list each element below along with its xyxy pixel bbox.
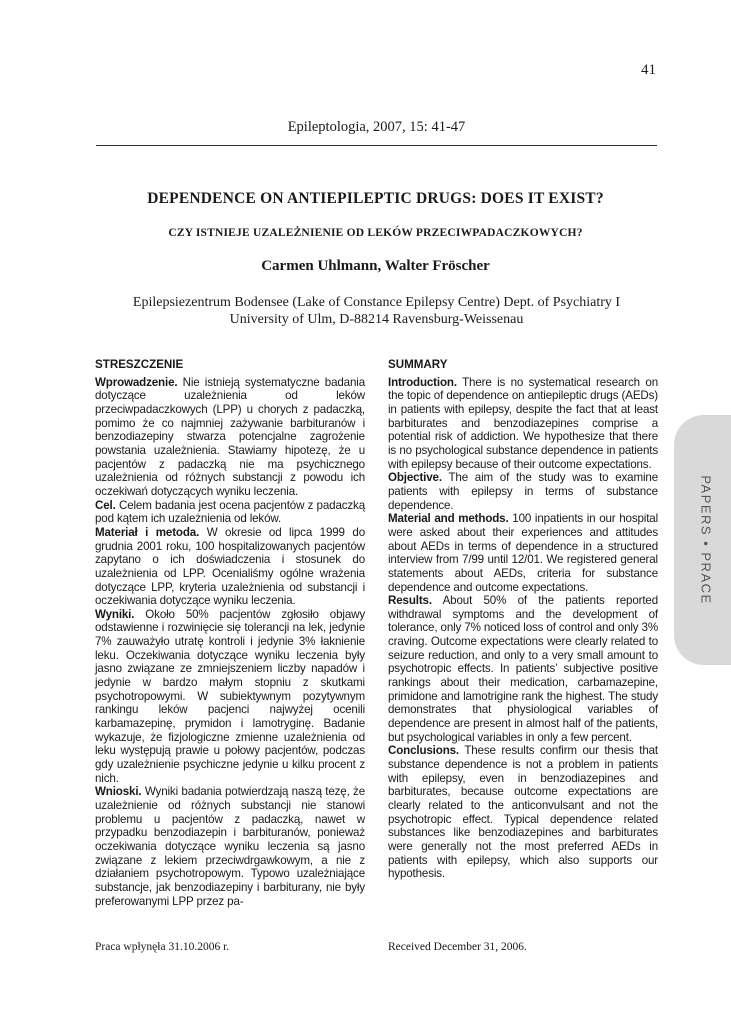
paragraph-text: W okresie od lipca 1999 do grudnia 2001 roku, 100 hospitalizowanych pacjentów zapytano o ich doświadczenia i stosunek do uzależnienia od LPP. Ocenialiśmy ogólne wrażenia dotyczące LPP, kryteria uzależnienia od substancji i oczekiwania dotyczące wyniku leczenia.: [95, 525, 365, 608]
abstract-paragraph: [95, 785, 365, 908]
paragraph-label: Conclusions.: [388, 744, 459, 758]
abstract-english: [388, 358, 658, 881]
paragraph-label: Wnioski.: [95, 785, 142, 799]
paragraph-label: Cel.: [95, 498, 116, 512]
abstract-paragraph: [388, 471, 658, 512]
paragraph-label: Results.: [388, 594, 432, 608]
abstract-polish: [95, 358, 365, 908]
paragraph-text: Celem badania jest ocena pacjentów z padaczką pod kątem ich uzależnienia od leków.: [95, 498, 365, 526]
paragraph-text: Wyniki badania potwierdzają naszą tezę, że uzależnienie od różnych substancji nie stanowi problemu u pacjentów z padaczką, nawet w przypadku benzodiazepin i barbituranów, ponieważ oczekiwania dotyczące wyniku leczenia są jasno związane z lekiem przeciwdrgawkowym, a nie z działaniem psychotropowym. Typowo uzależniające substancje, jak benzodiazepiny i barbiturany, nie były preferowanymi LPP przez pa-: [95, 785, 365, 908]
paragraph-label: Material and methods.: [388, 512, 509, 526]
paragraph-label: Objective.: [388, 471, 442, 485]
paragraph-text: Nie istnieją systematyczne badania dotyczące uzależnienia od leków przeciwpadaczkowych (LPP) u chorych z padaczką, pomimo że co najmniej zażywanie barbituranów i benzodiazepiny stwarza potencjalne zagrożenie powstania uzależnienia. Stawiamy hipotezę, że u pacjentów z padaczką nie ma psychicznego uzależnienia od różnych substancji z powodu ich oczekiwań dotyczących wyniku leczenia.: [95, 375, 365, 498]
abstract-paragraph: [388, 512, 658, 594]
paragraph-label: Wyniki.: [95, 607, 135, 621]
affiliation-line: Epilepsiezentrum Bodensee (Lake of Constance Epilepsy Centre) Dept. of Psychiatry I: [132, 295, 621, 310]
side-tab-label: PAPERS • PRACE: [698, 475, 714, 605]
author-affiliation: [96, 295, 657, 328]
paragraph-text: These results confirm our thesis that substance dependence is not a problem in patients with epilepsy, even in benzodiazepines and barbiturates, because outcome expectations are clearly related to the anticonvulsant and not the psychotropic effect. Typical dependence related substances like benzodiazepines and barbiturates were generally not the most preferred AEDs in patients with epilepsy, which also supports our hypothesis.: [388, 744, 658, 881]
paragraph-label: Materiał i metoda.: [95, 525, 200, 539]
paragraph-text: 100 inpatients in our hospital were asked about their experiences and attitudes about AEDs in terms of dependence in a structured interview from 7/99 until 12/01. We registered general statements about AEDs, criteria for substance dependence and outcome expectations.: [388, 512, 658, 594]
paragraph-text: The aim of the study was to examine patients with epilepsy in terms of substance dependence.: [388, 471, 658, 512]
article-title-english: DEPENDENCE ON ANTIEPILEPTIC DRUGS: DOES IT EXIST?: [147, 190, 604, 207]
abstract-paragraph: [388, 376, 658, 472]
paragraph-label: Wprowadzenie.: [95, 375, 178, 389]
paragraph-label: Introduction.: [388, 375, 457, 389]
affiliation-line: University of Ulm, D-88214 Ravensburg-Weissenau: [229, 311, 524, 327]
article-title-polish: CZY ISTNIEJE UZALEŻNIENIE OD LEKÓW PRZECIWPADACZKOWYCH?: [168, 227, 583, 239]
paragraph-text: Około 50% pacjentów zgłosiło objawy odstawienne i rozwinięcie się tolerancji na lek, jedynie 7% zauważyło utratę kontroli i jedynie 3% łaknienie leku. Oczekiwania dotyczące wyniku leczenia były jasno związane ze zmniejszeniem liczby napadów i jedynie w bardzo małym stopniu z skutkami psychotropowymi. W subiektywnym pozytywnym rankingu leków pacjenci najwyżej ocenili karbamazepinę, prymidon i lamotryginę. Badanie wykazuje, że fizjologiczne zmienne uzależnienia od leku występują prawie u połowy pacjentów, podczas gdy uzależnienie psychiczne jedynie u kilku procent z nich.: [95, 607, 365, 785]
paragraph-text: About 50% of the patients reported withdrawal symptoms and the development of tolerance, only 7% noticed loss of control and only 3% craving. Outcome expectations were clearly related to seizure reduction, and only to a very small amount to psychotropic effects. In patients’ subjective positive rankings about their medication, carbamazepine, primidone and lamotrigine rank the highest. The study demonstrates that physiological variables of dependence are present in almost half of the patients, but psychological variables in only a few percent.: [388, 594, 658, 744]
footer-received-polish: Praca wpłynęła 31.10.2006 r.: [95, 941, 230, 953]
paragraph-text: There is no systematical research on the topic of dependence on antiepileptic drugs (AEDs) in patients with epilepsy, despite the fact that at least barbiturates and benzodiazepines comprise a potential risk of addiction. We hypothesize that there is no psychological substance dependence in patients with epilepsy because of their outcome expectations.: [388, 375, 658, 471]
section-heading: SUMMARY: [388, 358, 448, 371]
section-side-tab: [674, 415, 731, 665]
journal-citation: Epileptologia, 2007, 15: 41-47: [287, 119, 466, 135]
section-heading: STRESZCZENIE: [95, 358, 184, 371]
abstract-paragraph: [95, 608, 365, 786]
article-authors: Carmen Uhlmann, Walter Fröscher: [261, 258, 490, 274]
header-rule: [96, 145, 657, 146]
abstract-paragraph: [95, 499, 365, 526]
abstract-paragraph: [95, 376, 365, 499]
abstract-paragraph: [95, 526, 365, 608]
footer-received-english: Received December 31, 2006.: [388, 941, 527, 953]
abstract-paragraph: [388, 594, 658, 744]
abstract-paragraph: [388, 744, 658, 881]
page-number: 41: [641, 62, 656, 78]
